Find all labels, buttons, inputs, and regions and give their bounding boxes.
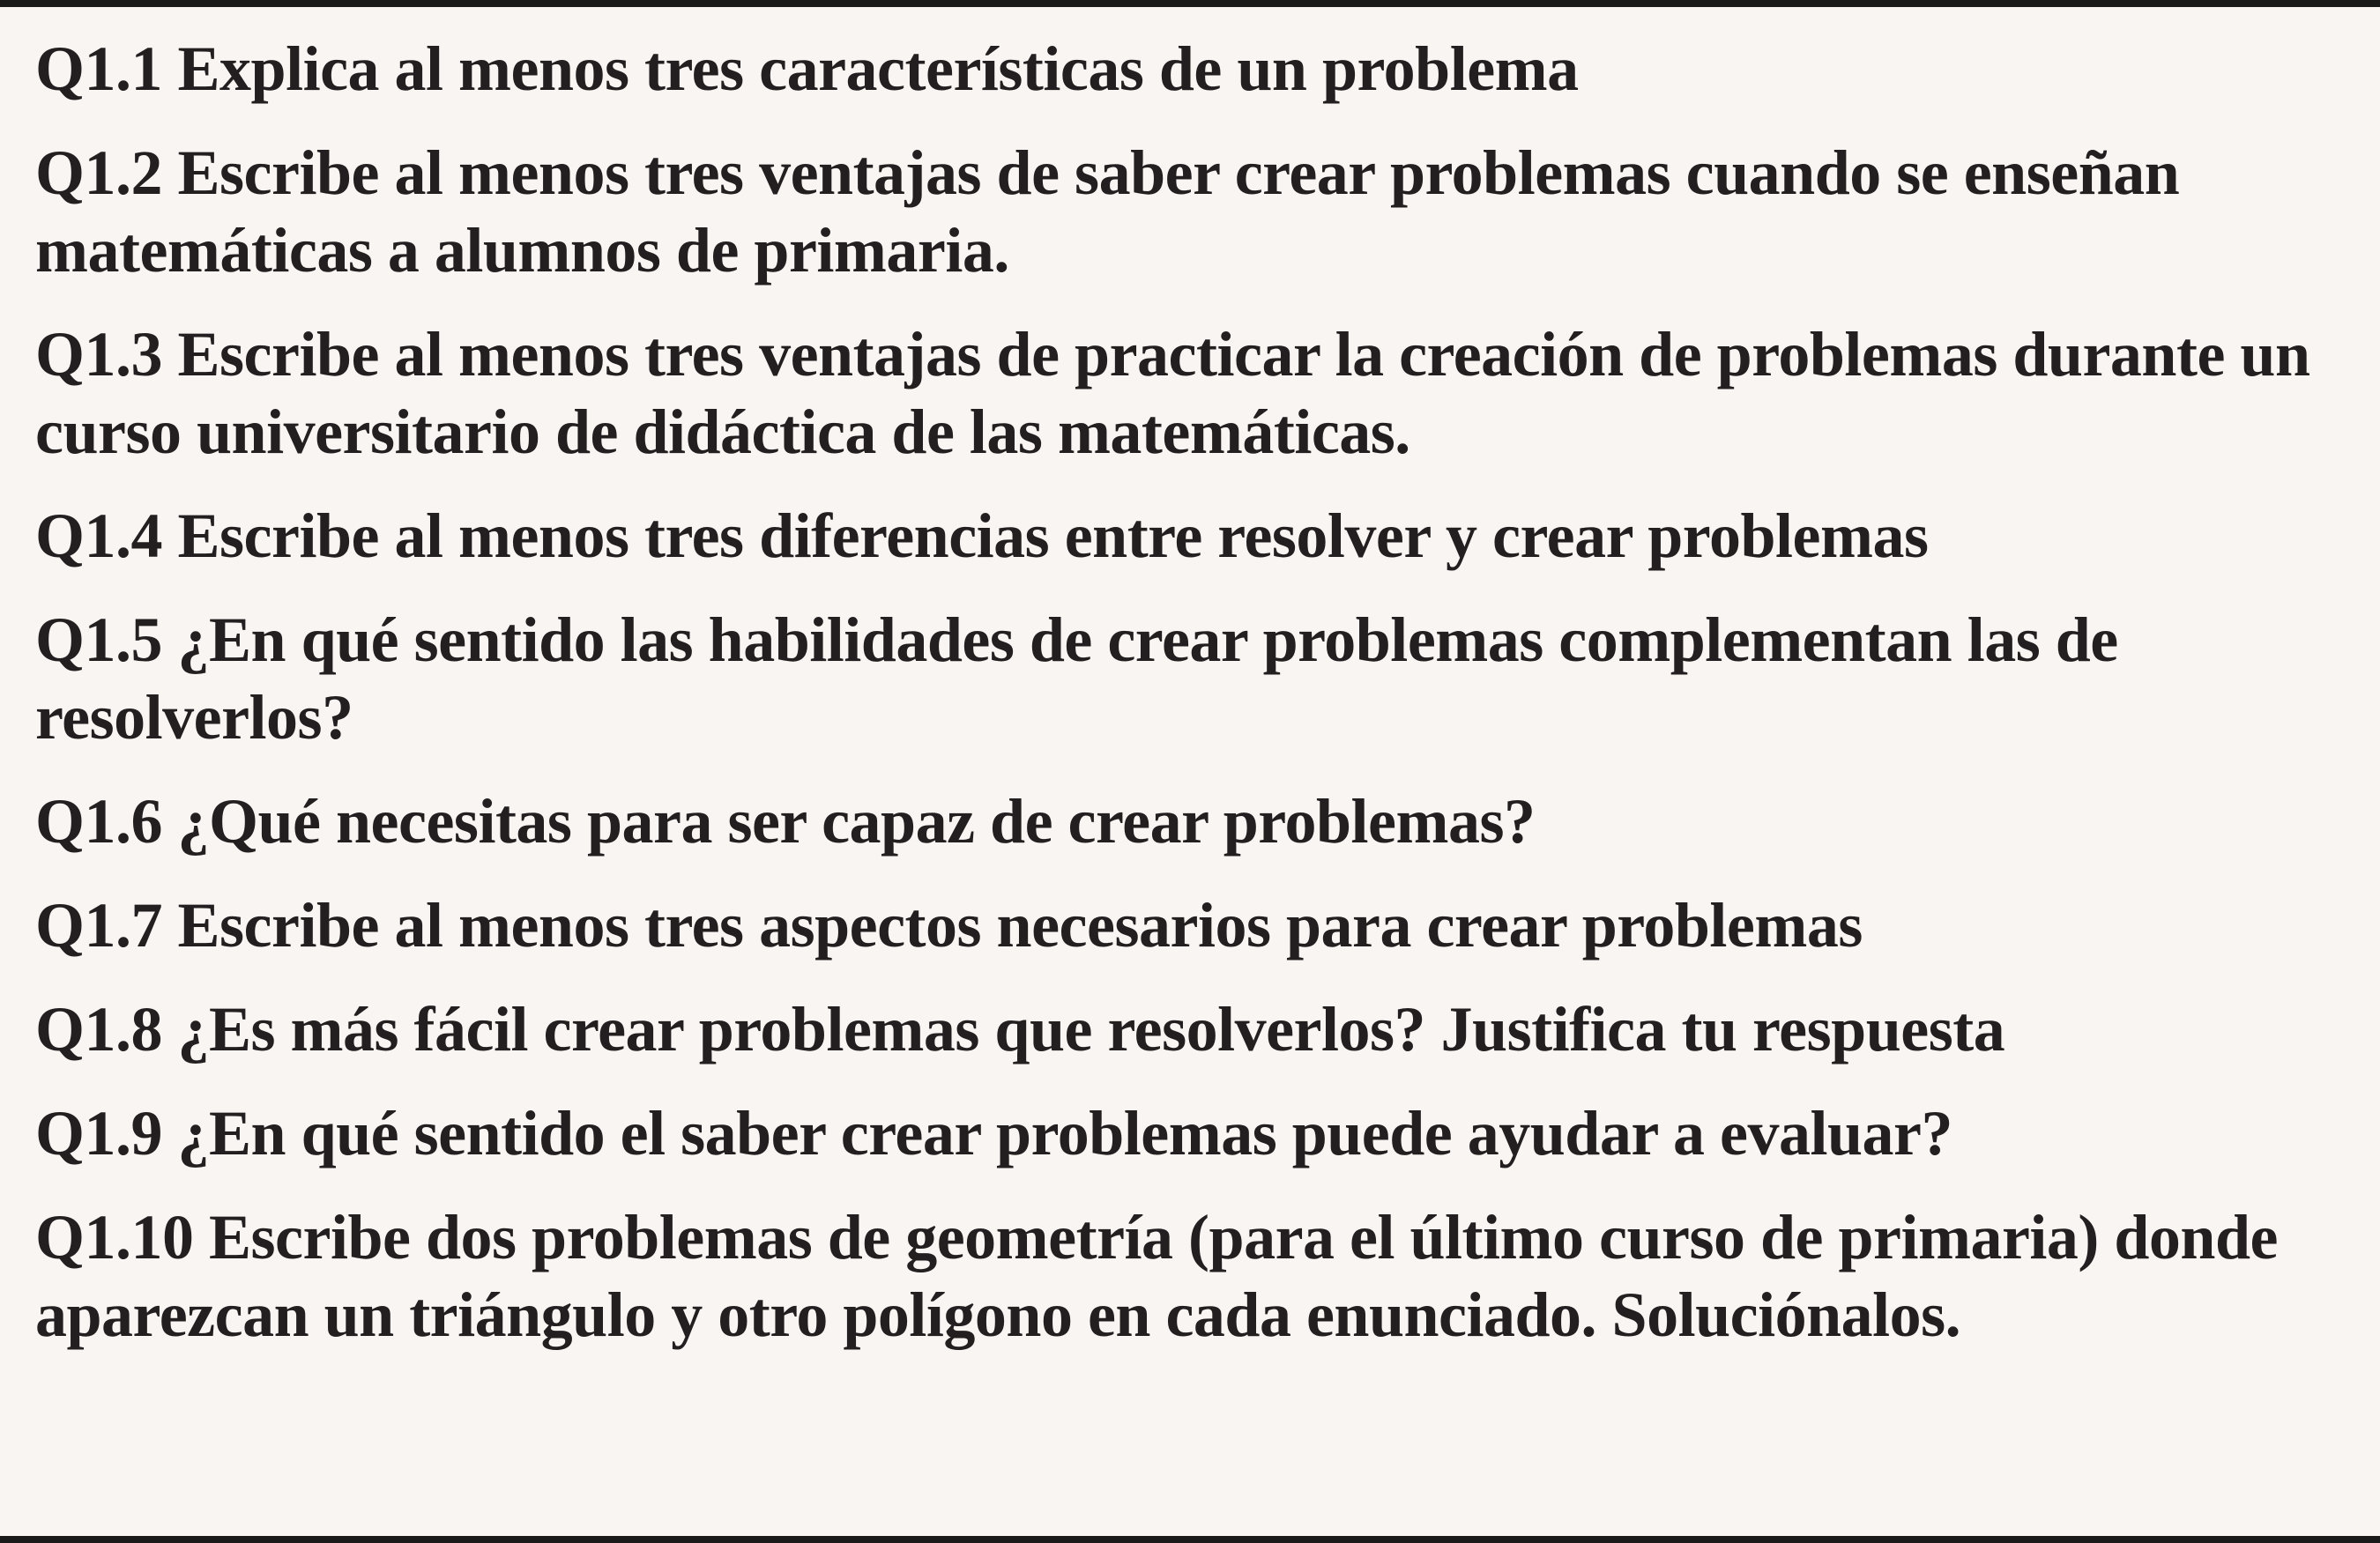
question-q1-4: Q1.4 Escribe al menos tres diferencias entre resolver y crear problemas — [35, 501, 1929, 571]
question-q1-2: Q1.2 Escribe al menos tres ventajas de saber crear problemas cuando se enseñan matemáticas a alumnos de primaria. — [35, 137, 2180, 286]
question-q1-1: Q1.1 Explica al menos tres características de un problema — [35, 33, 1579, 104]
question-q1-10: Q1.10 Escribe dos problemas de geometría (para el último curso de primaria) donde aparezcan un triángulo y otro polígono en cada enunciado. Soluciónalos. — [35, 1202, 2278, 1350]
question-q1-9: Q1.9 ¿En qué sentido el saber crear problemas puede ayudar a evaluar? — [35, 1098, 1952, 1168]
question-q1-7: Q1.7 Escribe al menos tres aspectos necesarios para crear problemas — [35, 890, 1863, 961]
question-q1-3: Q1.3 Escribe al menos tres ventajas de practicar la creación de problemas durante un curso universitario de didáctica de las matemáticas. — [35, 319, 2310, 467]
question-q1-8: Q1.8 ¿Es más fácil crear problemas que resolverlos? Justifica tu respuesta — [35, 994, 2005, 1065]
question-q1-5: Q1.5 ¿En qué sentido las habilidades de crear problemas complementan las de resolverlos? — [35, 605, 2118, 753]
question-q1-6: Q1.6 ¿Qué necesitas para ser capaz de crear problemas? — [35, 786, 1536, 857]
